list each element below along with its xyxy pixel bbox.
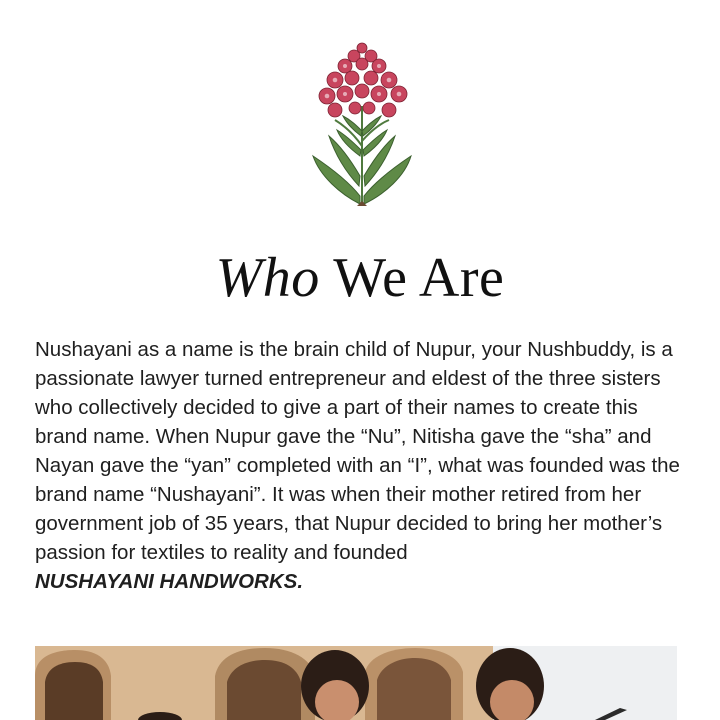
title-italic-word: Who	[215, 247, 320, 309]
story-text: Nushayani as a name is the brain child of Nupur, your Nushbuddy, is a passionate lawyer turned entrepreneur and eldest of the three sisters who collectively decided to give a part of their names to create this brand name. When Nupur gave the “Nu”, Nitisha gave the “sha” and Nayan gave the “yan” completed with an “I”, what was founded was the brand name “Nushayani”. It was when their mother retired from her government job of 35 years, that Nupur decided to bring her mother’s passion for textiles to reality and founded	[35, 338, 680, 564]
brand-name: NUSHAYANI HANDWORKS.	[35, 570, 304, 593]
founders-photo	[35, 646, 677, 720]
flower-illustration-icon	[305, 36, 420, 211]
page-title	[0, 242, 720, 314]
brand-story-paragraph	[35, 335, 690, 596]
title-rest: We Are	[333, 247, 505, 309]
